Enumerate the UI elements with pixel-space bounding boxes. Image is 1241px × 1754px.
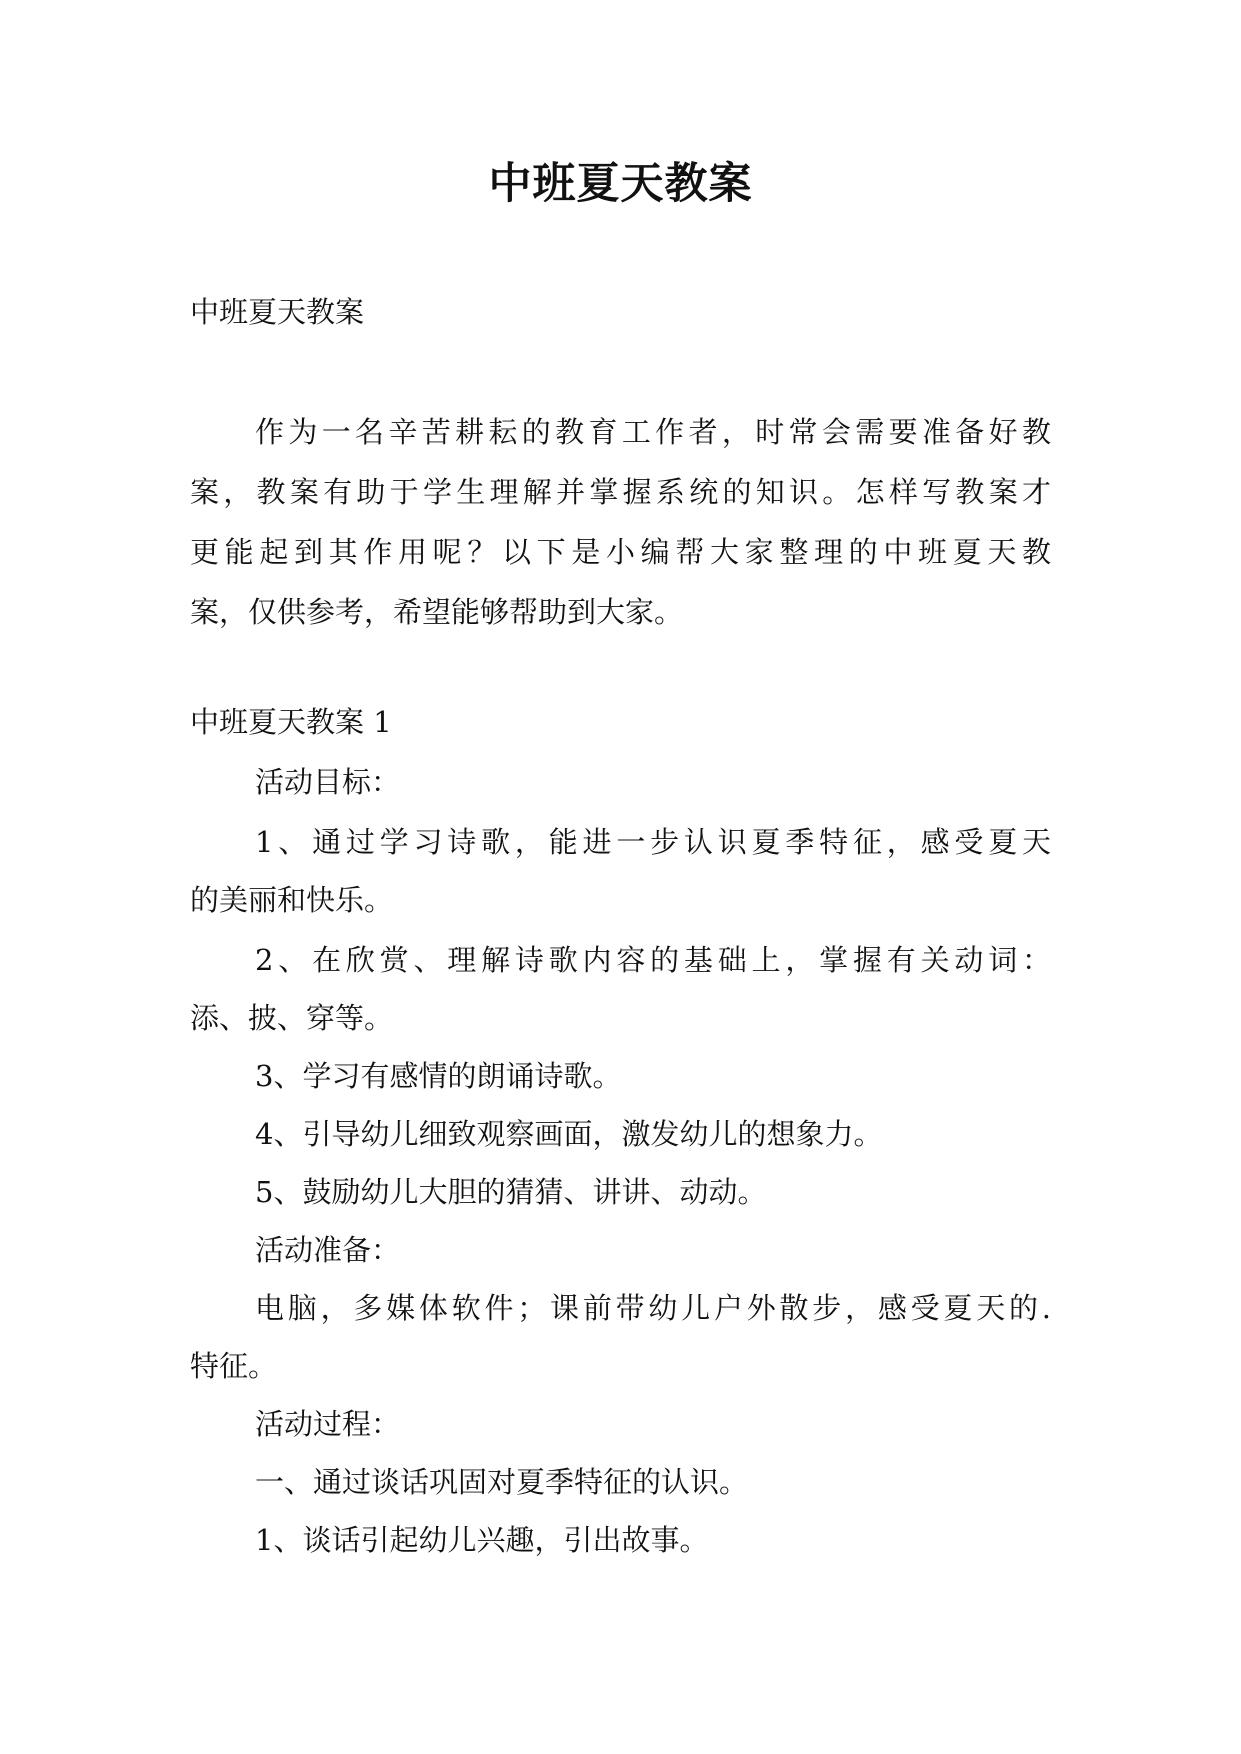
goal-line: 的美丽和快乐。 bbox=[190, 883, 394, 917]
intro-line: 案，仅供参考，希望能够帮助到大家。 bbox=[190, 595, 684, 629]
section-heading: 中班夏天教案 1 bbox=[190, 705, 392, 739]
goal-line: 1、通过学习诗歌，能进一步认识夏季特征，感受夏天 bbox=[255, 825, 1051, 859]
goal-line: 3、学习有感情的朗诵诗歌。 bbox=[255, 1059, 622, 1093]
goal-line: 添、披、穿等。 bbox=[190, 1001, 394, 1035]
process-line: 1、谈话引起幼儿兴趣，引出故事。 bbox=[255, 1523, 709, 1557]
intro-line: 作为一名辛苦耕耘的教育工作者，时常会需要准备好教 bbox=[255, 415, 1051, 449]
prep-heading: 活动准备： bbox=[255, 1233, 401, 1267]
goals-heading: 活动目标： bbox=[255, 765, 401, 799]
prep-line: 特征。 bbox=[190, 1349, 278, 1383]
intro-line: 案，教案有助于学生理解并掌握系统的知识。怎样写教案才 bbox=[190, 475, 1051, 509]
document-subtitle: 中班夏天教案 bbox=[190, 295, 365, 329]
prep-line: 电脑，多媒体软件；课前带幼儿户外散步，感受夏天的. bbox=[255, 1291, 1051, 1325]
process-heading: 活动过程： bbox=[255, 1407, 401, 1441]
goal-line: 2、在欣赏、理解诗歌内容的基础上，掌握有关动词： bbox=[255, 943, 1051, 977]
document-title: 中班夏天教案 bbox=[488, 159, 753, 209]
goal-line: 4、引导幼儿细致观察画面，激发幼儿的想象力。 bbox=[255, 1117, 883, 1151]
process-line: 一、通过谈话巩固对夏季特征的认识。 bbox=[255, 1465, 749, 1499]
intro-line: 更能起到其作用呢？以下是小编帮大家整理的中班夏天教 bbox=[190, 535, 1051, 569]
goal-line: 5、鼓励幼儿大胆的猜猜、讲讲、动动。 bbox=[255, 1175, 767, 1209]
